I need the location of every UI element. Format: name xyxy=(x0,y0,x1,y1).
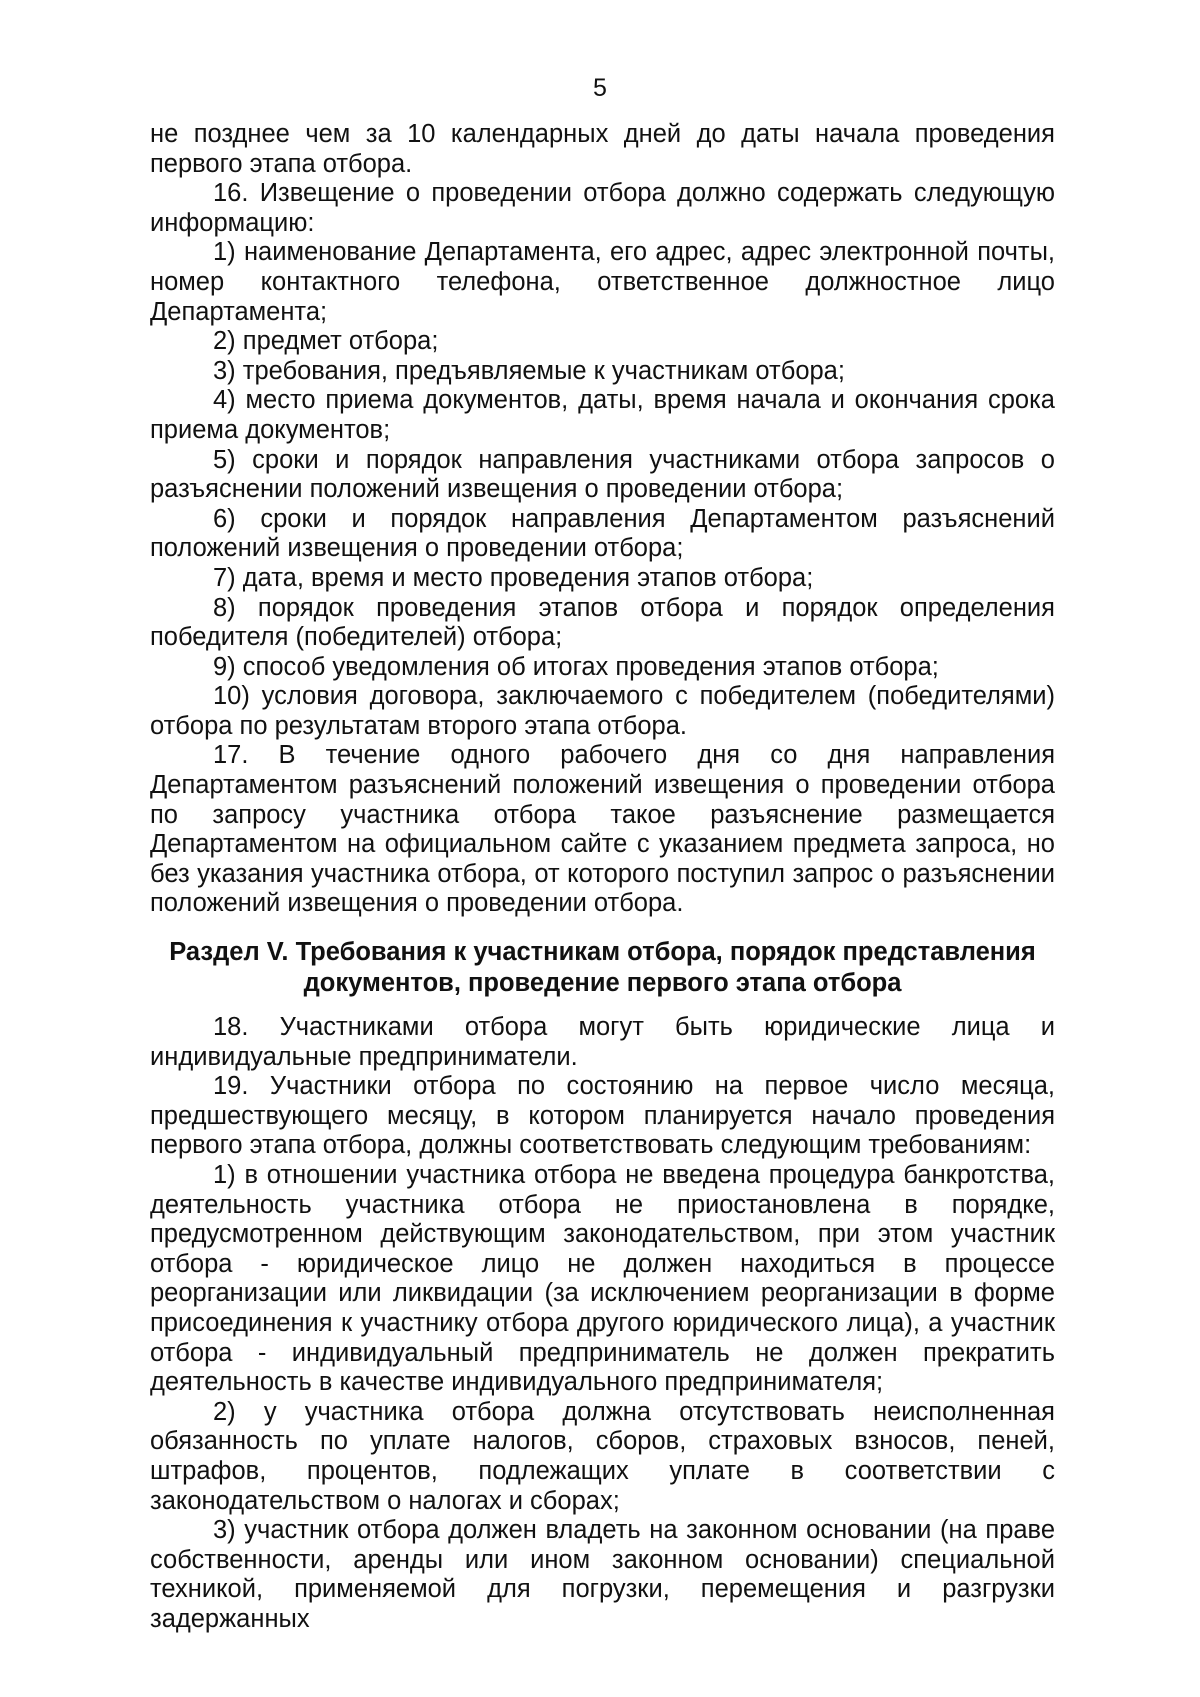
paragraph: 18. Участниками отбора могут быть юридические лица и индивидуальные предприниматели. xyxy=(150,1013,1055,1071)
paragraph: 1) в отношении участника отбора не введена процедура банкротства, деятельность участника отбора не приостановлена в порядке, предусмотренном действующим законодательством, при этом участник отбора - юридическое лицо не должен находиться в процессе реорганизации или ликвидации (за исключением реорганизации в форме присоединения к участнику отбора другого юридического лица), а участник отбора - индивидуальный предприниматель не должен прекратить деятельность в качестве индивидуального предпринимателя; xyxy=(150,1160,1055,1397)
paragraph: 19. Участники отбора по состоянию на первое число месяца, предшествующего месяцу, в котором планируется начало проведения первого этапа отбора, должны соответствовать следующим требованиям: xyxy=(150,1072,1055,1160)
paragraph: 10) условия договора, заключаемого с победителем (победителями) отбора по результатам второго этапа отбора. xyxy=(150,682,1055,740)
page-number: 5 xyxy=(593,74,607,102)
paragraph: 8) порядок проведения этапов отбора и порядок определения победителя (победителей) отбора; xyxy=(150,593,1055,652)
section-heading xyxy=(150,937,1055,999)
paragraph: 3) участник отбора должен владеть на законном основании (на праве собственности, аренды или ином законном основании) специальной техникой, применяемой для погрузки, перемещения и разгрузки задержанных xyxy=(150,1516,1055,1633)
section-heading-line-2: документов, проведение первого этапа отбора xyxy=(303,969,902,997)
paragraph: 1) наименование Департамента, его адрес, адрес электронной почты, номер контактного телефона, ответственное должностное лицо Департамента; xyxy=(150,238,1055,326)
paragraph: 7) дата, время и место проведения этапов отбора; xyxy=(213,563,814,592)
section-heading-line-1: Раздел V. Требования к участникам отбора, порядок представления xyxy=(169,938,1036,966)
paragraph: 5) сроки и порядок направления участниками отбора запросов о разъяснении положений извещения о проведении отбора; xyxy=(150,445,1055,504)
paragraph: не позднее чем за 10 календарных дней до даты начала проведения первого этапа отбора. xyxy=(150,120,1055,178)
paragraph: 2) предмет отбора; xyxy=(213,327,439,356)
paragraph: 2) у участника отбора должна отсутствовать неисполненная обязанность по уплате налогов, сборов, страховых взносов, пеней, штрафов, процентов, подлежащих уплате в соответствии с законодательством о налогах и сборах; xyxy=(150,1397,1055,1515)
paragraph: 16. Извещение о проведении отбора должно содержать следующую информацию: xyxy=(150,179,1055,237)
paragraphs-before-heading xyxy=(150,120,1055,919)
paragraph: 6) сроки и порядок направления Департаментом разъяснений положений извещения о проведении отбора; xyxy=(150,504,1055,563)
paragraphs-after-heading xyxy=(150,1013,1055,1634)
paragraph: 3) требования, предъявляемые к участникам отбора; xyxy=(213,356,845,385)
paragraph: 17. В течение одного рабочего дня со дня направления Департаментом разъяснений положений извещения о проведении отбора по запросу участника отбора такое разъяснение размещается Департаментом на официальном сайте с указанием предмета запроса, но без указания участника отбора, от которого поступил запрос о разъяснении положений извещения о проведении отбора. xyxy=(150,741,1055,918)
paragraph: 4) место приема документов, даты, время начала и окончания срока приема документов; xyxy=(150,386,1055,444)
paragraph: 9) способ уведомления об итогах проведения этапов отбора; xyxy=(213,652,939,681)
